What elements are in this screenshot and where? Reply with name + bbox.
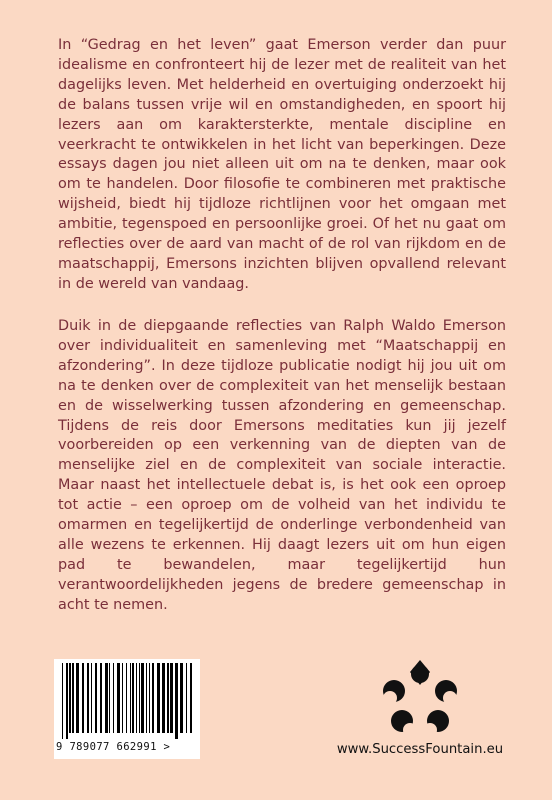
- isbn-barcode: [54, 659, 200, 759]
- barcode-bar: [126, 663, 127, 733]
- barcode-bar: [139, 663, 140, 733]
- barcode-bar: [113, 663, 114, 733]
- barcode-bar: [95, 663, 97, 733]
- barcode-bar: [66, 663, 68, 739]
- barcode-bar: [69, 663, 71, 733]
- barcode-bar: [72, 663, 74, 733]
- barcode-bar: [100, 663, 102, 733]
- barcode-bar: [175, 663, 178, 739]
- barcode-bar: [141, 663, 144, 733]
- barcode-bar: [152, 663, 154, 733]
- barcode-bar: [87, 663, 89, 733]
- barcode-bar: [132, 663, 134, 733]
- barcode-bar: [180, 663, 183, 733]
- barcode-bar: [186, 663, 187, 733]
- barcode-bar: [130, 663, 131, 733]
- barcode-bar: [162, 663, 165, 733]
- barcode-bar: [91, 663, 92, 733]
- barcode-bar: [62, 663, 63, 739]
- barcode-bar: [190, 663, 192, 733]
- barcode-bar: [167, 663, 169, 733]
- barcode-bar: [122, 663, 123, 733]
- barcode-bar: [82, 663, 84, 733]
- barcode-bar: [117, 663, 120, 733]
- barcode-bar: [109, 663, 110, 733]
- barcode-bar: [146, 663, 147, 733]
- barcode-bar: [149, 663, 150, 733]
- barcode-bar: [170, 663, 173, 733]
- barcode-bar: [136, 663, 137, 733]
- description-paragraph-2: Duik in de diepgaande reflecties van Ralph Waldo Emerson over individualiteit en samenleving met “Maatschappij en afzondering”. In deze tijdloze publicatie nodigt hij jou uit om na te denken over de complexiteit van het menselijk bestaan en de wisselwerking tussen afzondering en gemeenschap. Tijdens de reis door Emersons meditaties kun jij jezelf voorbereiden op een verkenning van de diepten van de menselijke ziel en de complexiteit van sociale interactie. Maar naast het intellectuele debat is, is het ook een oproep tot actie – een oproep om de volheid van het individu te omarmen en tegelijkertijd de onderlinge verbondenheid van alle wezens te erkennen. Hij daagt lezers uit om hun eigen pad te bewandelen, maar tegelijkertijd hun verantwoordelijkheden jegens de bredere gemeenschap in acht te nemen.: [58, 318, 506, 613]
- barcode-bar: [76, 663, 79, 733]
- barcode-bar: [105, 663, 108, 733]
- publisher-website: www.SuccessFountain.eu: [336, 742, 504, 757]
- flower-logo-icon: [380, 658, 460, 740]
- description-paragraph-1: In “Gedrag en het leven” gaat Emerson verder dan puur idealisme en confronteert hij de lezer met de realiteit van het dagelijks leven. Met helderheid en overtuiging onderzoekt hij de balans tussen vrije wil en omstandigheden, en spoort hij lezers aan om karaktersterkte, mentale discipline en veerkracht te ontwikkelen in het licht van beperkingen. Deze essays dagen jou niet alleen uit om na te denken, maar ook om te handelen. Door filosofie te combineren met praktische wijsheid, biedt hij tijdloze richtlijnen voor het omgaan met ambitie, tegenspoed en persoonlijke groei. Of het nu gaat om reflecties over de aard van macht of de rol van rijkdom en de maatschappij, Emersons inzichten blijven opvallend relevant in de wereld van vandaag.: [58, 37, 506, 292]
- barcode-bar: [157, 663, 160, 733]
- barcode-bars: [58, 663, 196, 739]
- barcode-digits: 9 789077 662991 >: [56, 741, 171, 753]
